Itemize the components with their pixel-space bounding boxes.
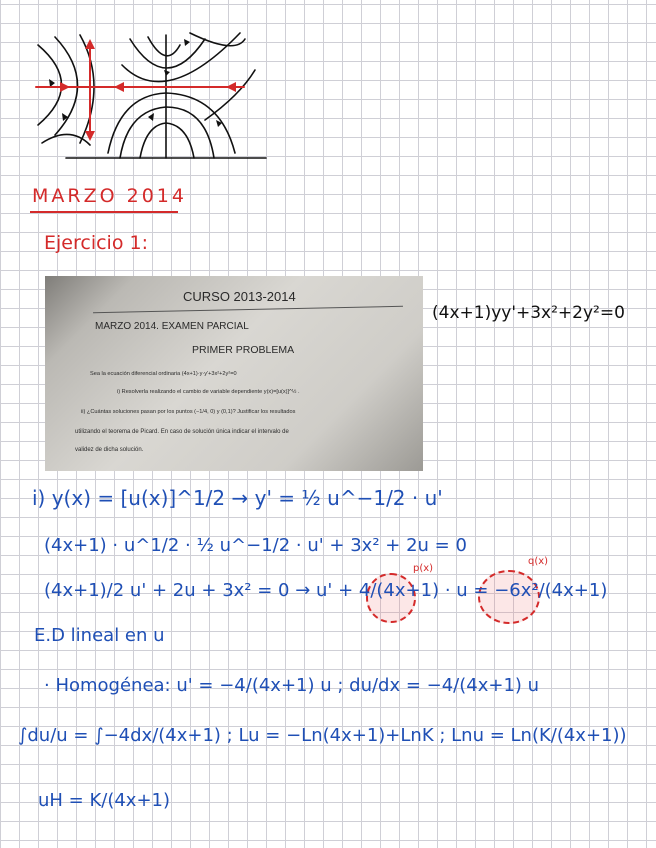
photo-problem-title: PRIMER PROBLEMA (192, 344, 295, 356)
q-label: q(x) (528, 556, 549, 567)
photo-course-title: CURSO 2013-2014 (183, 289, 296, 304)
photo-statement-line: utilizando el teorema de Picard. En caso de solución única indicar el intervalo de (75, 429, 289, 435)
photo-statement-line: i) Resolverla realizando el cambio de variable dependiente y(x)=[u(x)]^½ . (117, 389, 300, 395)
p-label: p(x) (413, 563, 434, 574)
photo-statement-line: Sea la ecuación diferencial ordinaria (4x+1)·y·y'+3x²+2y²=0 (90, 371, 237, 377)
page-title: MARZO 2014 (32, 185, 187, 207)
photo-exam-title: MARZO 2014. EXAMEN PARCIAL (95, 321, 249, 332)
exercise-heading: Ejercicio 1: (44, 232, 148, 254)
ode-equation: (4x+1)yy'+3x²+2y²=0 (432, 303, 625, 323)
exam-photo (45, 276, 423, 471)
step-linear-form: (4x+1)/2 u' + 2u + 3x² = 0 → u' + 4/(4x+1) · u = −6x²/(4x+1) (44, 580, 608, 601)
step-linear-note: E.D lineal en u (34, 625, 165, 646)
step-integration: ∫du/u = ∫−4dx/(4x+1) ; Lu = −Ln(4x+1)+LnK ; Lnu = Ln(K/(4x+1)) (18, 725, 627, 746)
step-homogeneous: · Homogénea: u' = −4/(4x+1) u ; du/dx = −4/(4x+1) u (44, 675, 540, 696)
step-substituted-equation: (4x+1) · u^1/2 · ½ u^−1/2 · u' + 3x² + 2u = 0 (44, 535, 467, 556)
step-homogeneous-solution: uH = K/(4x+1) (38, 790, 171, 811)
photo-statement-line: validez de dicha solución. (75, 447, 144, 453)
photo-statement-line: ii) ¿Cuántas soluciones pasan por los puntos (−1/4, 0) y (0,1)? Justificar los resultados (81, 409, 296, 415)
title-underline (30, 211, 178, 213)
photo-divider (93, 306, 403, 313)
phase-portrait-sketch (30, 25, 280, 165)
step-substitution: i) y(x) = [u(x)]^1/2 → y' = ½ u^−1/2 · u' (32, 486, 443, 510)
